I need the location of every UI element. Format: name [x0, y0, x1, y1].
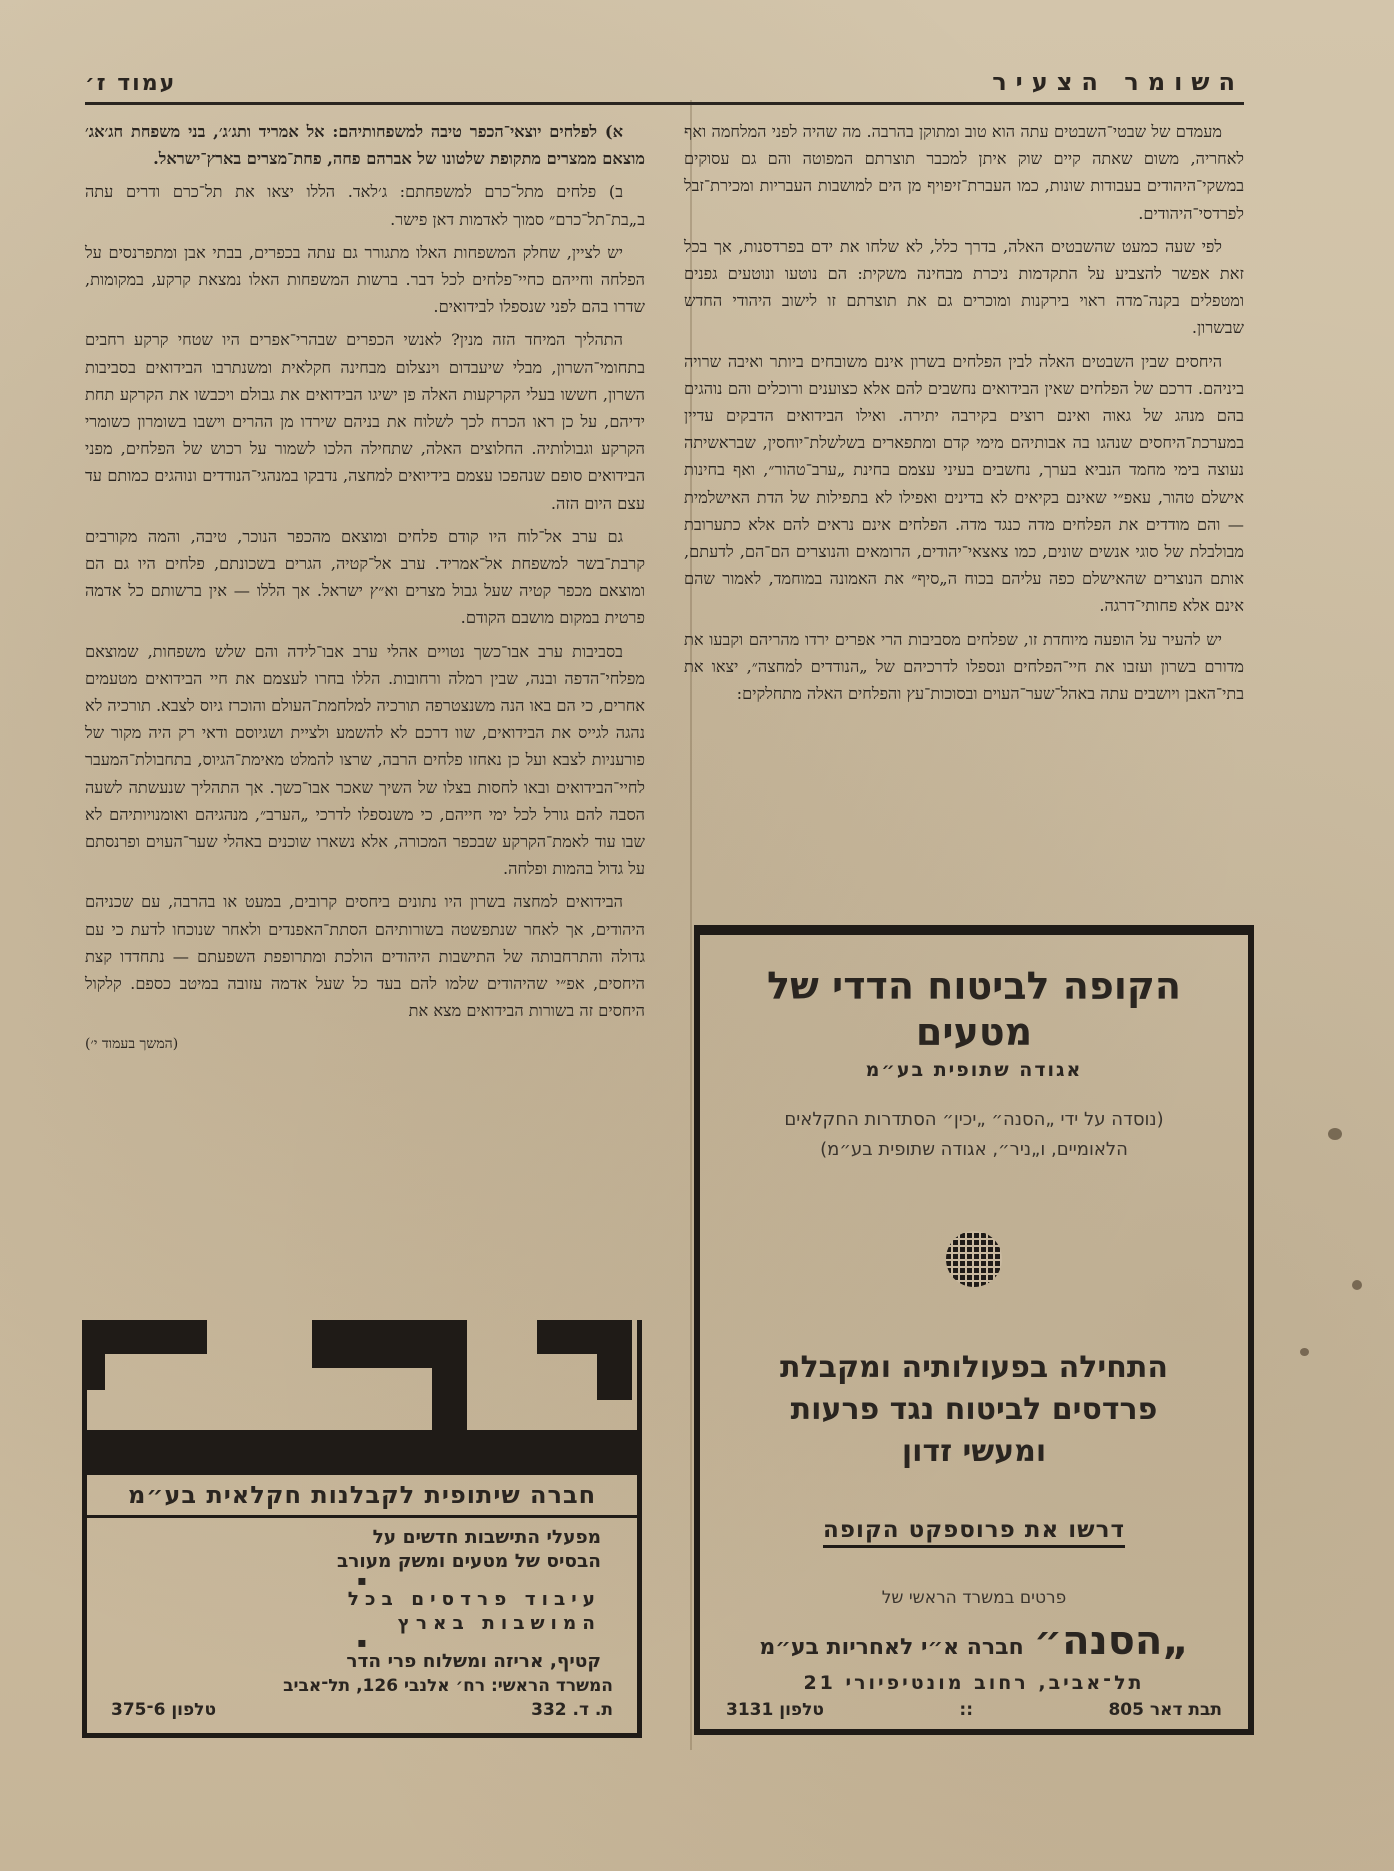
article-left-column: [85, 118, 645, 1064]
yakhin-line: מפעלי התישבות חדשים על: [372, 1527, 601, 1548]
ad-separator: ::: [959, 1700, 973, 1720]
paragraph: גם ערב אל־לוח היו קודם פלחים ומוצאם מהכפר הנוכר, טיבה, והמה מקורבים קרבת־בשר למשפחת אל־אמריד. ערב אל־קטיה, הגרים בשכונתם, פלחים היו גם הם ומוצאם מכפר קטיה שעל גבול מצרים וא״ץ ישראל. אך הללו — אין ברשותם כל אדמה פרטית במקום מושבם הקודם.: [85, 526, 645, 628]
yakhin-line: עיבוד פרדסים בכל: [347, 1589, 601, 1610]
yakhin-advertisement: [82, 1320, 642, 1738]
stain: [1300, 1348, 1309, 1356]
yakhin-logo: [87, 1320, 637, 1470]
paragraph: א) לפלחים יוצאי־הכפר טיבה למשפחותיהם: אל אמריד ותג׳ג׳, בני משפחת חג׳אג׳ מוצאם ממצרים מתקופת שלטונו של אברהם פחה, פחת־מצרים בארץ־ישראל.: [85, 122, 645, 169]
insurance-advertisement: [694, 925, 1254, 1735]
globe-icon: [946, 1231, 1002, 1287]
ad-founded-line: הלאומיים, ו„ניר״, אגודה שתופית בע״מ): [820, 1139, 1128, 1160]
ad-body-line: התחילה בפעולותיה ומקבלת: [780, 1350, 1168, 1385]
logo-block: [597, 1320, 632, 1400]
ad-company: [718, 1618, 1230, 1664]
stain: [1352, 1280, 1362, 1290]
paragraph: הבידואים למחצה בשרון היו נתונים ביחסים קרובים, במעט או בהרבה, עם שכניהם היהודים, אך לאחר שנתפשטה בשורותיהם הסתת־האפנדים ולאחר שנוכחו לדעת כי עם גדולה והתרחבותה של התישבות היהודים הולכת ומתרופפת השפעתם — נתחדדו קצת היחסים, אפ״י שהיהודים שלמו להם בעד כל שעל אדמה עזובה במיטב כספם. קלקול היחסים זה בשורות הבידואים מצא את: [85, 892, 645, 1021]
yakhin-line: קטיף, אריזה ומשלוח פרי הדר: [346, 1651, 601, 1672]
yakhin-line: הבסיס של מטעים ומשק מעורב: [336, 1551, 601, 1572]
ad-founded-note: [718, 1105, 1230, 1165]
paragraph: היחסים שבין השבטים האלה לבין הפלחים בשרון אינם משובחים ביותר ואיבה שרויה ביניהם. דרכם של הפלחים שאין הבידואים נחשבים להם אלא כצוענים ורוכלים והם נוהגים בהם מנהג של גאוה ואינם רוצים בקירבה יתירה. ואילו הבידואים הדבקים עדיין במערכת־היחסים שנהגו בה אבותיהם מימי קדם ומתפארים בשלשלת־יוחסין, שבראשיתה נעוצה בימי מחמד הנביא בערך, נחשבים בעיני עצמם בחינת „ערב־טהור״, ואף בחינות אישלם טהור, עאפ״י שאינם בקיאים לא בדינים ואפילו לא בתפילות של הדת האישלמית — והם מודדים את הפלחים מדה כנגד מדה. הפלחים אינם נראים להם אלא כתערובת מבולבלת של סוגי אנשים שונים, כמו צאצאי־יהודים, הרומאים והנוצרים הם־הם, לדעתם, אותם הנוצרים שהאישלם כפה עליהם בכוח ה„סיף״ את האמונה במוחמד, לאמור שהם אינם אלא פחותי־דרגה.: [684, 351, 1244, 616]
logo-block: [87, 1320, 207, 1354]
separator-dot: ▪: [357, 1635, 367, 1651]
yakhin-pobox: ת. ד. 332: [531, 1700, 613, 1720]
company-desc: חברה א״י לאחריות בע״מ: [759, 1635, 1024, 1660]
yakhin-contact: [87, 1698, 637, 1722]
ad-body: [718, 1347, 1230, 1473]
yakhin-company: חברה שיתופית לקבלנות חקלאית בע״מ: [87, 1470, 637, 1518]
ad-body-line: ומעשי זדון: [901, 1434, 1047, 1469]
ad-contact: [718, 1700, 1230, 1720]
logo-block: [87, 1430, 637, 1470]
continued-note: (המשך בעמוד י׳): [85, 1035, 179, 1052]
ad-subtitle: אגודה שתופית בע״מ: [865, 1059, 1083, 1081]
paragraph: מעמדם של שבטי־השבטים עתה הוא טוב ומתוקן בהרבה. מה שהיה לפני המלחמה ואף לאחריה, משום שאתה קיים שוק איתן למכבר תוצרתם המפוטה והם גם עסוקים במשקי־היהודים בעבודות שונות, כמו העברת־זיפויף מן הים למושבות העבריות ומכירת־זבל לפרדסי־היהודים.: [684, 122, 1244, 223]
separator-dot: ▪: [357, 1573, 367, 1589]
ad-founded-line: (נוסדה על ידי „הסנה״ „יכין״ הסתדרות החקלאים: [784, 1109, 1164, 1130]
paragraph: יש להעיר על הופעה מיוחדת זו, שפלחים מסביבות הרי אפרים ירדו מהריהם וקבעו את מדורם בשרון ועזבו את חיי־הפלחים ונספלו לדרכיהם של „הנודדים למחצה״, יצאו את בתי־האבן ויושבים עתה באהל־שער־העוים ובסוכות־עץ והפלחים האלה מתחלקים:: [684, 629, 1244, 704]
page-number: עמוד ז׳: [85, 71, 177, 96]
paragraph: יש לציין, שחלק המשפחות האלו מתגורר גם עתה בכפרים, בבתי אבן ומתפרנסים על הפלחה וחייהם כחיי־פלחים לכל דבר. ברשות המשפחות האלו נמצאת קרקע, במקומות, שדרו בהם לפני שנספלו לבידואים.: [85, 242, 645, 317]
ad-body-line: פרדסים לביטוח נגד פרעות: [790, 1392, 1158, 1427]
page-header: [85, 55, 1244, 105]
paragraph: התהליך המיחד הזה מנין? לאנשי הכפרים שבהרי־אפרים היו שטחי קרקע רחבים בתחומי־השרון, מבלי שיעבדום וינצלום מבחינה חקלאית ומשנתרבו הבידואים בסביבות השרון, חששו בעלי הקרקעות האלה פן ישיגו הבידואים את גבולם ויכבשו את הקרקע תחת ידיהם, על כן ראו הכרח לכך לשלוח את בניהם שירדו מן ההרים וישבו בשומרון כשומרי הקרקע וגבולותיה. החלוצים האלה, שתחילה הלכו לשמור על רכוש של הפלחים, מפני הבידואים סופם שנהפכו עצמם בידיואים למחצה, נדבקו במנהגי־הנודדים ונוהגים כמותם עד עצם היום הזה.: [85, 330, 645, 513]
company-name: „הסנה״: [1033, 1618, 1189, 1664]
ad-request: דרשו את פרוספקט הקופה: [823, 1517, 1125, 1548]
paragraph: בסביבות ערב אבו־כשך נטויים אהלי ערב אבו־לידה והם שלש משפחות, שמוצאם מפלחי־הדפה ובנה, שבין רמלה ורחובות. הללו בחרו לעצמם את חיי הבידואים מטעמים אחרים, כי הם באו הנה משנצטרפה תורכיה למלחמת־העולם והוכרז גיוס לצבא. תורכיה לא נהגה לגייס את הבידואים, שוו דרכם לא להשמע ולציית ושגיוסם ודאי רק היה מקור של פורעניות לצבא ועל כן נאחזו פלחים הרבה, שרצו להמלט מאימת־הגיוס, בתחבולת־המעבר לחיי־הבידואים ובאו לחסות בצלו של השיך שאכר אבו־כשך. אך התהליך שנעשתה לשעה הסבה להם גורל לכל ימי חייהם, כי משנספלו לדרכי „הערב״, מנהגיהם ואומנויותיהם לא שבו עוד לאמת־הקרקע שבכפר המכורה, אלא נשארו שוכנים באהלי שער־העוים ופרנסתם על גדול בהמות ופלחה.: [85, 641, 645, 879]
ad-pobox: תבת דאר 805: [1108, 1700, 1222, 1720]
paragraph: לפי שעה כמעט שהשבטים האלה, בדרך כלל, לא שלחו את ידם בפרדסנות, אך בכל זאת אפשר להצביע על התקדמות ניכרת מבחינה משקית: הם נוטעו ונוטעים גפנים ומטפלים בקנה־מדה ראוי בירקנות ומוכרים גם את תוצרתם זו לישוב היהודי החדש שבשרון.: [684, 236, 1244, 338]
paragraph: ב) פלחים מתל־כרם למשפחתם: ג׳לאד. הללו יצאו את תל־כרם ודרים עתה ב„בת־תל־כרם״ סמוך לאדמות דאן פישר.: [85, 182, 645, 229]
yakhin-body: [87, 1518, 637, 1674]
ad-address: תל־אביב, רחוב מונטיפיורי 21: [803, 1672, 1145, 1694]
ad-details: פרטים במשרד הראשי של: [881, 1588, 1067, 1608]
newspaper-name: השומר הצעיר: [992, 68, 1244, 96]
ad-phone: טלפון 3131: [726, 1700, 824, 1720]
article-right-column: [684, 118, 1244, 713]
ad-title: הקופה לביטוח הדדי של מטעים: [766, 964, 1181, 1054]
logo-block: [432, 1320, 467, 1470]
yakhin-address: המשרד הראשי: רח׳ אלנבי 126, תל־אביב: [283, 1676, 613, 1696]
yakhin-office: [87, 1674, 637, 1698]
stain: [1328, 1128, 1342, 1140]
yakhin-phone: טלפון 6־375: [111, 1700, 217, 1720]
yakhin-line: המושבות בארץ: [397, 1613, 601, 1634]
logo-block: [87, 1320, 105, 1390]
